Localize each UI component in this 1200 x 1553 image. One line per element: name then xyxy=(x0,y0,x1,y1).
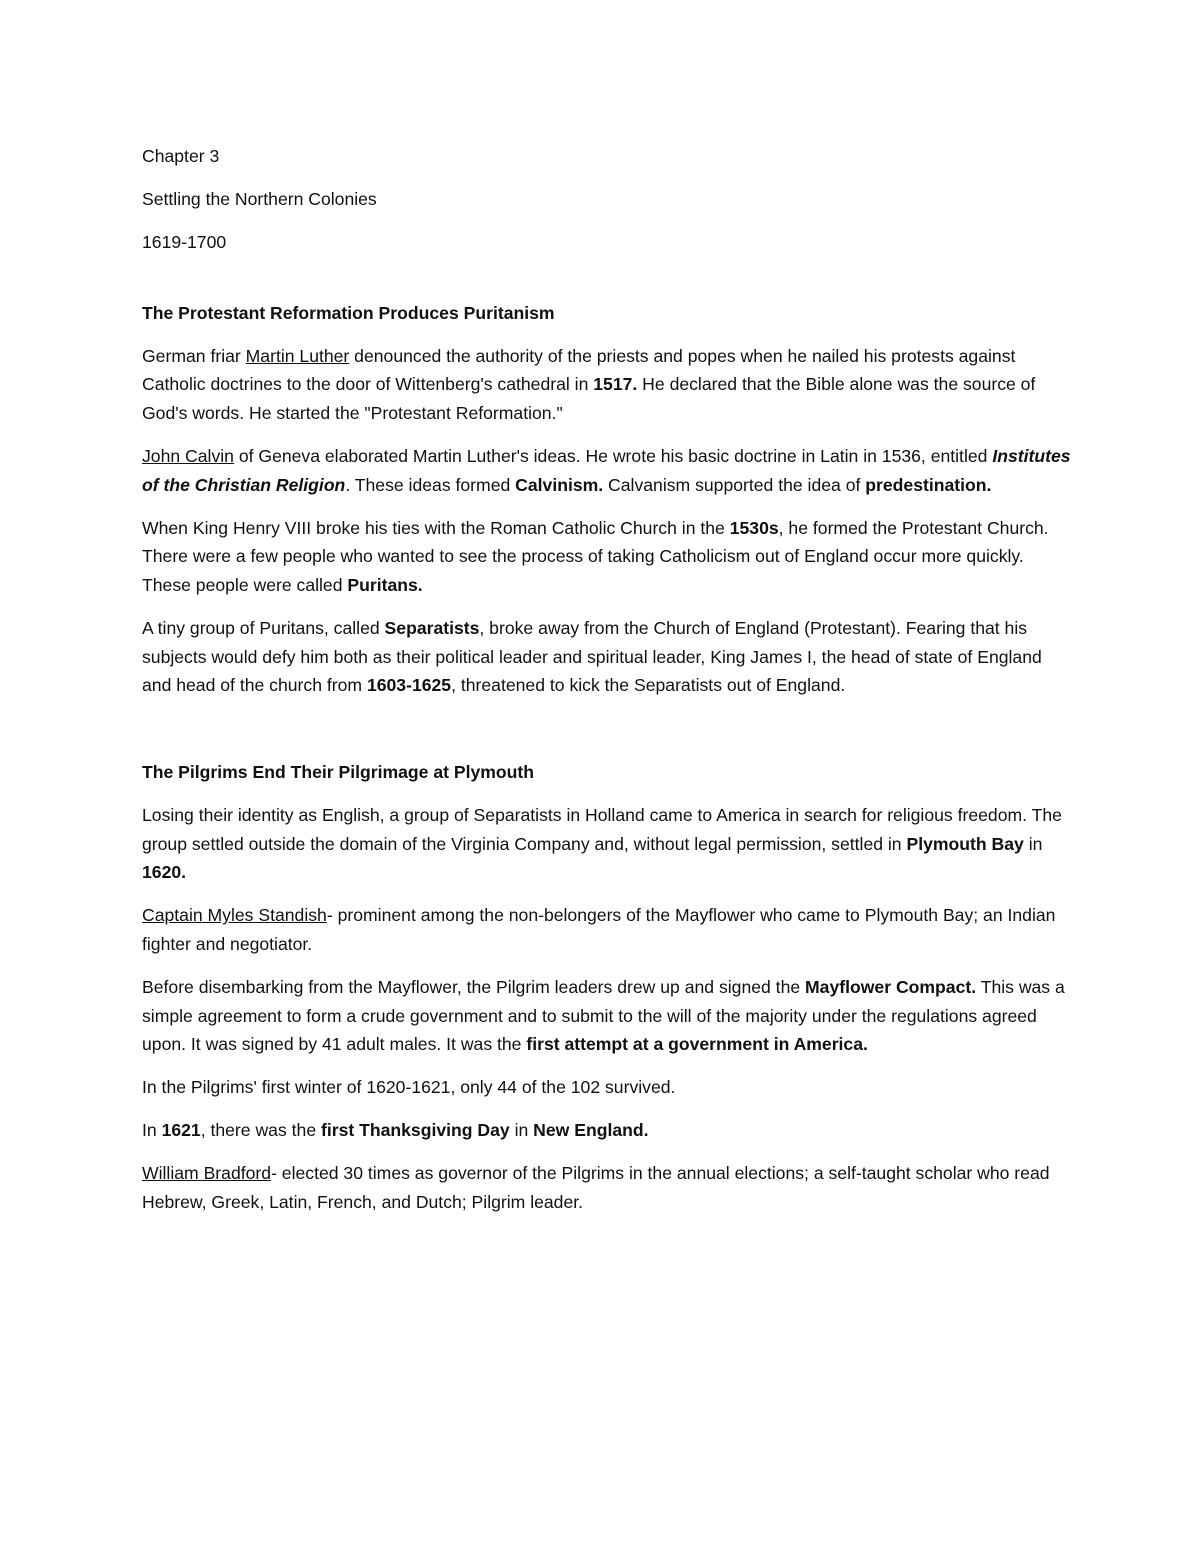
term-martin-luther: Martin Luther xyxy=(245,345,350,366)
term-calvinism: Calvinism. xyxy=(515,474,604,495)
section-heading-pilgrims: The Pilgrims End Their Pilgrimage at Plymouth xyxy=(142,761,535,782)
term-reign-years: 1603-1625 xyxy=(366,675,452,696)
document-body xyxy=(142,142,1072,1231)
term-year-1621: 1621 xyxy=(161,1120,201,1141)
paragraph-calvin: John Calvin of Geneva elaborated Martin Luther's ideas. He wrote his basic doctrine in Latin in 1536, entitled Institutes of the Christian Religion. These ideas formed Calvinism. Calvanism supported the idea of predestination. xyxy=(142,446,1071,495)
paragraph-mayflower-compact: Before disembarking from the Mayflower, the Pilgrim leaders drew up and signed the Mayflower Compact. This was a simple agreement to form a crude government and to submit to the will of the majority under the regulations agreed upon. It was signed by 41 adult males. It was the first attempt at a government in America. xyxy=(142,976,1065,1055)
term-plymouth-bay: Plymouth Bay xyxy=(906,833,1024,854)
chapter-label: Chapter 3 xyxy=(142,146,220,166)
paragraph-thanksgiving: In 1621, there was the first Thanksgiving Day in New England. xyxy=(142,1120,649,1141)
term-year-1620: 1620. xyxy=(142,862,187,883)
term-1530s: 1530s xyxy=(729,517,779,538)
paragraph-separatists: A tiny group of Puritans, called Separatists, broke away from the Church of England (Protestant). Fearing that his subjects would defy him both as their political leader and spiritual leader, King James I, the head of state of England and head of the church from 1603-1625, threatened to kick the Separatists out of England. xyxy=(142,618,1042,696)
term-institutes: Institutes of the Christian Religion xyxy=(142,446,1071,495)
term-myles-standish: Captain Myles Standish xyxy=(142,905,327,926)
term-mayflower-compact: Mayflower Compact. xyxy=(805,976,977,997)
paragraph-first-winter: In the Pilgrims' first winter of 1620-1621, only 44 of the 102 survived. xyxy=(142,1077,676,1098)
paragraph-luther: German friar Martin Luther denounced the authority of the priests and popes when he nailed his protests against Catholic doctrines to the door of Wittenberg's cathedral in 1517. He declared that the Bible alone was the source of God's words. He started the "Protestant Reformation." xyxy=(142,345,1036,424)
paragraph-standish: Captain Myles Standish- prominent among the non-belongers of the Mayflower who came to Plymouth Bay; an Indian fighter and negotiator. xyxy=(142,905,1056,954)
term-predestination: predestination. xyxy=(865,474,992,495)
term-john-calvin: John Calvin xyxy=(142,446,234,467)
paragraph-bradford: William Bradford- elected 30 times as governor of the Pilgrims in the annual elections; a self-taught scholar who read Hebrew, Greek, Latin, French, and Dutch; Pilgrim leader. xyxy=(142,1163,1050,1213)
term-new-england: New England. xyxy=(533,1120,649,1141)
section-heading-reformation: The Protestant Reformation Produces Puritanism xyxy=(142,302,555,323)
term-first-attempt: first attempt at a government in America. xyxy=(526,1034,868,1055)
term-first-thanksgiving: first Thanksgiving Day xyxy=(321,1120,510,1141)
term-year-1517: 1517. xyxy=(593,374,638,395)
chapter-title: Settling the Northern Colonies xyxy=(142,189,377,210)
paragraph-plymouth: Losing their identity as English, a group of Separatists in Holland came to America in search for religious freedom. The group settled outside the domain of the Virginia Company and, without legal permission, settled in Plymouth Bay in 1620. xyxy=(142,805,1062,883)
term-puritans: Puritans. xyxy=(347,575,423,596)
paragraph-henry-viii: When King Henry VIII broke his ties with the Roman Catholic Church in the 1530s, he formed the Protestant Church. There were a few people who wanted to see the process of taking Catholicism out of England occur more quickly. These people were called Puritans. xyxy=(142,517,1049,596)
term-separatists: Separatists xyxy=(384,618,480,639)
term-william-bradford: William Bradford xyxy=(142,1163,272,1184)
chapter-years: 1619-1700 xyxy=(142,232,227,253)
